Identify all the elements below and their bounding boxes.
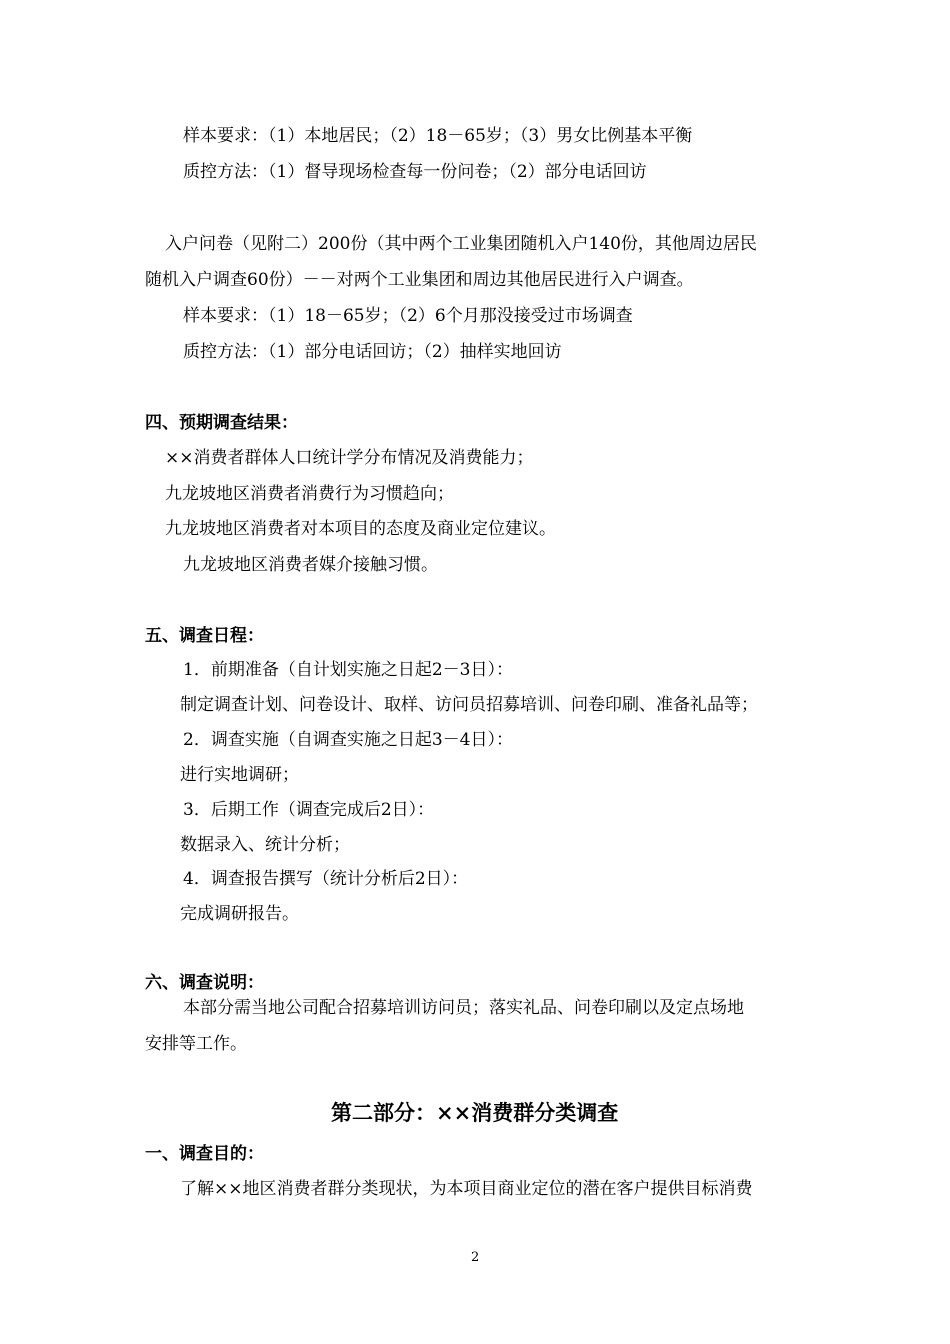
section-6-paragraph-line-2: 安排等工作。: [145, 1034, 247, 1054]
part-2-section-1-heading: 一、调查目的：: [145, 1144, 264, 1164]
schedule-detail: 制定调查计划、问卷设计、取样、访问员招募培训、问卷印刷、准备礼品等；: [180, 695, 758, 715]
schedule-step: 3．后期工作（调查完成后2日）：: [183, 800, 435, 820]
street-sample-requirement: 样本要求：（1）本地居民；（2）18－65岁；（3）男女比例基本平衡: [183, 126, 693, 146]
part-2-title: 第二部分：××消费群分类调查: [331, 1100, 619, 1125]
household-quality-control: 质控方法：（1）部分电话回访；（2）抽样实地回访: [183, 342, 562, 362]
expected-result-item: 九龙坡地区消费者对本项目的态度及商业定位建议。: [165, 519, 556, 539]
part-2-section-1-line-1: 了解××地区消费者群分类现状，为本项目商业定位的潜在客户提供目标消费: [180, 1179, 753, 1199]
schedule-step: 1．前期准备（自计划实施之日起2－3日）：: [183, 660, 513, 680]
schedule-step: 4．调查报告撰写（统计分析后2日）：: [183, 869, 469, 889]
section-6-heading: 六、调查说明：: [145, 973, 264, 993]
expected-result-item: 九龙坡地区消费者消费行为习惯趋向；: [165, 484, 454, 504]
household-survey-line-1: 入户问卷（见附二）200份（其中两个工业集团随机入户140份，其他周边居民: [165, 234, 757, 254]
schedule-step: 2．调查实施（自调查实施之日起3－4日）：: [183, 730, 513, 750]
household-sample-requirement: 样本要求：（1）18－65岁；（2）6个月那没接受过市场调查: [183, 306, 633, 326]
expected-result-item: 九龙坡地区消费者媒介接触习惯。: [183, 555, 438, 575]
section-5-heading: 五、调查日程：: [145, 626, 264, 646]
household-survey-line-2: 随机入户调查60份）－－对两个工业集团和周边其他居民进行入户调查。: [145, 270, 694, 290]
street-quality-control: 质控方法：（1）督导现场检查每一份问卷；（2）部分电话回访: [183, 162, 647, 182]
page-number: 2: [471, 1250, 480, 1265]
expected-result-item: ××消费者群体人口统计学分布情况及消费能力；: [165, 448, 534, 468]
section-4-heading: 四、预期调查结果：: [145, 413, 298, 433]
schedule-detail: 完成调研报告。: [180, 904, 299, 924]
schedule-detail: 数据录入、统计分析；: [180, 835, 350, 855]
section-6-paragraph-line-1: 本部分需当地公司配合招募培训访问员；落实礼品、问卷印刷以及定点场地: [183, 998, 744, 1018]
schedule-detail: 进行实地调研；: [180, 765, 299, 785]
